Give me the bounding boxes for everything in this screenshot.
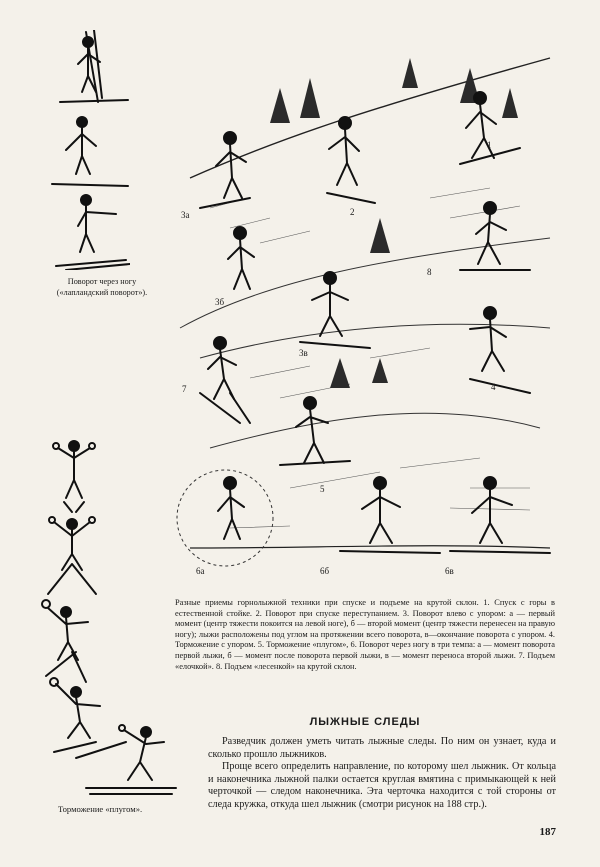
figure-label: 6в bbox=[445, 566, 454, 576]
body-text bbox=[208, 736, 556, 812]
snowplough-braking-caption: Торможение «плугом». bbox=[58, 804, 143, 814]
figure-label: 3б bbox=[215, 297, 225, 307]
figure-label: 6а bbox=[196, 566, 205, 576]
figure-caption-text: Разные приемы горнолыжной техники при спуске и подъеме на крутой склон. 1. Спуск с горы в естественной стойке. 2. Поворот при спуске переступанием. 3. Поворот влево с упором: а — первый момент (центр тяжести покоится на левой ноге), б — второй момент (центр тяжести перенесен на правую ногу); лыжи расположены под углом на протяжении всего поворота, в—окончание поворота с упором. 4. Торможение с упором. 5. Торможение «плугом», 6. Поворот через ногу в три темпа: а — момент поворота первой лыжи, б — момент после поворота первой лыжи, в — момент переноса второй лыжи. 7. Подъем «елочкой». 8. Подъем «лесенкой» на крутой склон. bbox=[175, 598, 555, 671]
figure-label: 6б bbox=[320, 566, 330, 576]
figure-label: 3а bbox=[181, 210, 190, 220]
snowplough-braking-illustration bbox=[36, 432, 186, 802]
figure-caption bbox=[175, 598, 555, 672]
figure-label: 8 bbox=[427, 267, 432, 277]
figure-label: 7 bbox=[182, 384, 187, 394]
figure-label: 3в bbox=[299, 348, 308, 358]
paragraph: Проще всего определить направление, по которому шел лыжник. От кольца и наконечника лыжной палки остается круглая вмятина с примыкающей к ней черточкой — следом наконечника. Эта черточка находится с той стороны от следа кружка, откуда шел лыжник (смотри рисунок на 188 стр.). bbox=[208, 761, 556, 810]
figure-label: 2 bbox=[350, 207, 355, 217]
page-number: 187 bbox=[539, 826, 556, 838]
figure-label: 5 bbox=[320, 484, 325, 494]
lapland-turn-illustration bbox=[50, 30, 130, 270]
figure-label: 1 bbox=[487, 140, 492, 150]
lapland-turn-caption: Поворот через ногу («лапландский поворот»). bbox=[56, 277, 148, 297]
section-title: ЛЫЖНЫЕ СЛЕДЫ bbox=[309, 716, 421, 728]
figure-label: 4 bbox=[491, 382, 496, 392]
paragraph: Разведчик должен уметь читать лыжные следы. По ним он узнает, куда и сколько прошло лыжников. bbox=[208, 736, 556, 760]
skiing-techniques-illustration bbox=[170, 28, 560, 598]
